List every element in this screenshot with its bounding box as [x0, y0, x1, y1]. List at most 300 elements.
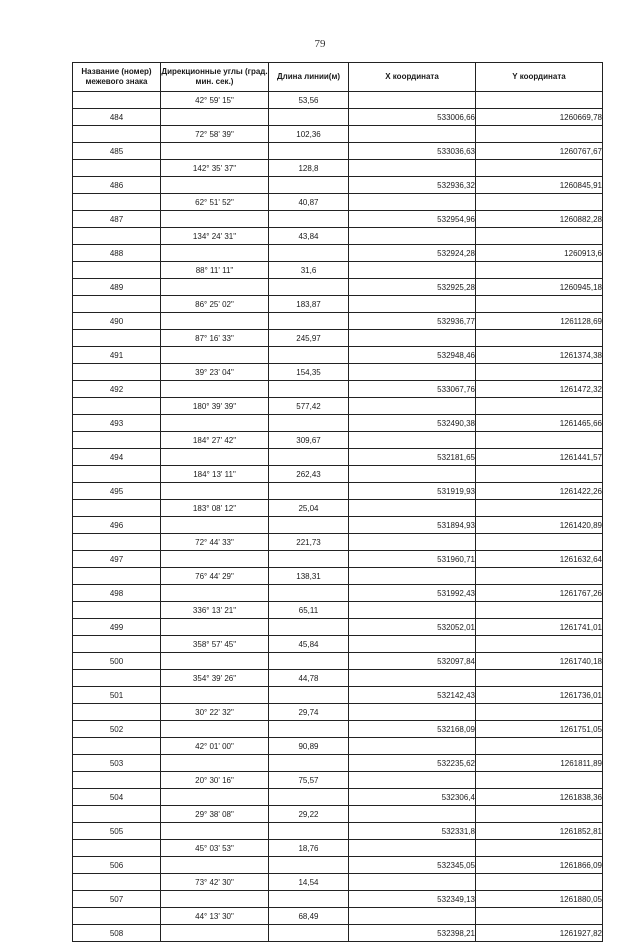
mark-name-cell: 492: [73, 381, 161, 398]
line-length-cell: 90,89: [269, 738, 349, 755]
table-row: [73, 245, 603, 262]
mark-name-cell: 505: [73, 823, 161, 840]
y-coordinate-cell: 1261838,36: [476, 789, 603, 806]
y-coordinate-cell: [476, 160, 603, 177]
y-coordinate-cell: 1261128,69: [476, 313, 603, 330]
direction-angle-cell: [161, 279, 269, 296]
mark-name-cell: 484: [73, 109, 161, 126]
mark-name-cell: [73, 874, 161, 891]
y-coordinate-cell: 1260882,28: [476, 211, 603, 228]
mark-name-cell: [73, 466, 161, 483]
x-coordinate-cell: [349, 432, 476, 449]
x-coordinate-cell: 532181,65: [349, 449, 476, 466]
x-coordinate-cell: 532345,05: [349, 857, 476, 874]
mark-name-cell: [73, 194, 161, 211]
mark-name-cell: 501: [73, 687, 161, 704]
x-coordinate-cell: 532097,84: [349, 653, 476, 670]
mark-name-cell: 499: [73, 619, 161, 636]
line-length-cell: 53,56: [269, 92, 349, 109]
x-coordinate-cell: 531919,93: [349, 483, 476, 500]
table-row: [73, 517, 603, 534]
line-length-cell: [269, 245, 349, 262]
line-length-cell: 40,87: [269, 194, 349, 211]
x-coordinate-cell: [349, 330, 476, 347]
line-length-cell: 75,57: [269, 772, 349, 789]
direction-angle-cell: [161, 143, 269, 160]
x-coordinate-cell: 531894,93: [349, 517, 476, 534]
mark-name-cell: [73, 840, 161, 857]
mark-name-cell: [73, 908, 161, 925]
x-coordinate-cell: [349, 534, 476, 551]
y-coordinate-cell: [476, 772, 603, 789]
y-coordinate-cell: [476, 602, 603, 619]
line-length-cell: [269, 721, 349, 738]
mark-name-cell: 487: [73, 211, 161, 228]
line-length-cell: 29,22: [269, 806, 349, 823]
mark-name-cell: [73, 296, 161, 313]
boundary-marks-table: [72, 62, 603, 942]
table-row: [73, 262, 603, 279]
direction-angle-cell: [161, 483, 269, 500]
line-length-cell: 44,78: [269, 670, 349, 687]
direction-angle-cell: 30° 22' 32": [161, 704, 269, 721]
table-row: [73, 857, 603, 874]
y-coordinate-cell: [476, 466, 603, 483]
mark-name-cell: [73, 704, 161, 721]
table-row: [73, 925, 603, 942]
direction-angle-cell: [161, 551, 269, 568]
x-coordinate-cell: 532954,96: [349, 211, 476, 228]
mark-name-cell: [73, 364, 161, 381]
table-row: [73, 347, 603, 364]
y-coordinate-cell: [476, 874, 603, 891]
direction-angle-cell: 336° 13' 21": [161, 602, 269, 619]
mark-name-cell: 498: [73, 585, 161, 602]
y-coordinate-cell: [476, 194, 603, 211]
mark-name-cell: 489: [73, 279, 161, 296]
line-length-cell: 31,6: [269, 262, 349, 279]
line-length-cell: [269, 449, 349, 466]
x-coordinate-cell: 532398,21: [349, 925, 476, 942]
direction-angle-cell: 29° 38' 08": [161, 806, 269, 823]
mark-name-cell: 490: [73, 313, 161, 330]
line-length-cell: [269, 109, 349, 126]
x-coordinate-cell: [349, 874, 476, 891]
mark-name-cell: [73, 806, 161, 823]
direction-angle-cell: [161, 517, 269, 534]
direction-angle-cell: 73° 42' 30": [161, 874, 269, 891]
x-coordinate-cell: 533067,76: [349, 381, 476, 398]
mark-name-cell: [73, 262, 161, 279]
x-coordinate-cell: 533006,66: [349, 109, 476, 126]
direction-angle-cell: [161, 653, 269, 670]
header-direction-angle: Дирекционные углы (град. мин. сек.): [161, 63, 269, 92]
x-coordinate-cell: 533036,63: [349, 143, 476, 160]
line-length-cell: 154,35: [269, 364, 349, 381]
mark-name-cell: 494: [73, 449, 161, 466]
direction-angle-cell: 87° 16' 33": [161, 330, 269, 347]
table-row: [73, 449, 603, 466]
line-length-cell: 309,67: [269, 432, 349, 449]
x-coordinate-cell: 532142,43: [349, 687, 476, 704]
direction-angle-cell: [161, 449, 269, 466]
x-coordinate-cell: 532936,32: [349, 177, 476, 194]
direction-angle-cell: [161, 823, 269, 840]
x-coordinate-cell: [349, 194, 476, 211]
x-coordinate-cell: 532052,01: [349, 619, 476, 636]
x-coordinate-cell: [349, 738, 476, 755]
x-coordinate-cell: [349, 92, 476, 109]
direction-angle-cell: 42° 01' 00": [161, 738, 269, 755]
x-coordinate-cell: [349, 772, 476, 789]
table-row: [73, 908, 603, 925]
table-row: [73, 755, 603, 772]
y-coordinate-cell: [476, 432, 603, 449]
x-coordinate-cell: 532235,62: [349, 755, 476, 772]
y-coordinate-cell: [476, 364, 603, 381]
direction-angle-cell: [161, 857, 269, 874]
y-coordinate-cell: 1260845,91: [476, 177, 603, 194]
direction-angle-cell: [161, 313, 269, 330]
mark-name-cell: [73, 534, 161, 551]
y-coordinate-cell: [476, 568, 603, 585]
line-length-cell: [269, 687, 349, 704]
table-row: [73, 670, 603, 687]
mark-name-cell: [73, 602, 161, 619]
direction-angle-cell: [161, 925, 269, 942]
direction-angle-cell: 180° 39' 39": [161, 398, 269, 415]
direction-angle-cell: [161, 415, 269, 432]
x-coordinate-cell: [349, 568, 476, 585]
x-coordinate-cell: 532948,46: [349, 347, 476, 364]
x-coordinate-cell: 531992,43: [349, 585, 476, 602]
mark-name-cell: 486: [73, 177, 161, 194]
y-coordinate-cell: 1261472,32: [476, 381, 603, 398]
x-coordinate-cell: 532490,38: [349, 415, 476, 432]
x-coordinate-cell: [349, 364, 476, 381]
line-length-cell: 128,8: [269, 160, 349, 177]
table-row: [73, 704, 603, 721]
table-row: [73, 840, 603, 857]
y-coordinate-cell: 1261420,89: [476, 517, 603, 534]
page-number: 79: [314, 38, 326, 50]
line-length-cell: 245,97: [269, 330, 349, 347]
direction-angle-cell: 42° 59' 15": [161, 92, 269, 109]
direction-angle-cell: 184° 13' 11": [161, 466, 269, 483]
table-row: [73, 279, 603, 296]
table-row: [73, 823, 603, 840]
x-coordinate-cell: [349, 704, 476, 721]
line-length-cell: 183,87: [269, 296, 349, 313]
direction-angle-cell: 72° 44' 33": [161, 534, 269, 551]
line-length-cell: [269, 823, 349, 840]
table-row: [73, 160, 603, 177]
direction-angle-cell: [161, 755, 269, 772]
direction-angle-cell: 76° 44' 29": [161, 568, 269, 585]
line-length-cell: [269, 619, 349, 636]
direction-angle-cell: [161, 109, 269, 126]
table-row: [73, 398, 603, 415]
direction-angle-cell: 45° 03' 53": [161, 840, 269, 857]
y-coordinate-cell: 1261441,57: [476, 449, 603, 466]
mark-name-cell: [73, 670, 161, 687]
y-coordinate-cell: [476, 840, 603, 857]
mark-name-cell: 504: [73, 789, 161, 806]
x-coordinate-cell: 532331,8: [349, 823, 476, 840]
direction-angle-cell: 88° 11' 11": [161, 262, 269, 279]
line-length-cell: [269, 925, 349, 942]
y-coordinate-cell: [476, 92, 603, 109]
direction-angle-cell: 44° 13' 30": [161, 908, 269, 925]
direction-angle-cell: 86° 25' 02": [161, 296, 269, 313]
table-row: [73, 772, 603, 789]
table-row: [73, 568, 603, 585]
line-length-cell: 102,36: [269, 126, 349, 143]
x-coordinate-cell: [349, 262, 476, 279]
y-coordinate-cell: [476, 126, 603, 143]
x-coordinate-cell: [349, 602, 476, 619]
y-coordinate-cell: 1260767,67: [476, 143, 603, 160]
mark-name-cell: 508: [73, 925, 161, 942]
direction-angle-cell: [161, 347, 269, 364]
line-length-cell: [269, 755, 349, 772]
mark-name-cell: [73, 228, 161, 245]
line-length-cell: 577,42: [269, 398, 349, 415]
table-row: [73, 806, 603, 823]
mark-name-cell: [73, 330, 161, 347]
table-row: [73, 721, 603, 738]
line-length-cell: [269, 789, 349, 806]
y-coordinate-cell: [476, 330, 603, 347]
line-length-cell: 29,74: [269, 704, 349, 721]
mark-name-cell: 507: [73, 891, 161, 908]
x-coordinate-cell: [349, 840, 476, 857]
mark-name-cell: [73, 500, 161, 517]
header-line-length: Длина линии(м): [269, 63, 349, 92]
direction-angle-cell: 72° 58' 39": [161, 126, 269, 143]
mark-name-cell: [73, 568, 161, 585]
mark-name-cell: 506: [73, 857, 161, 874]
y-coordinate-cell: [476, 738, 603, 755]
table-row: [73, 432, 603, 449]
table-row: [73, 602, 603, 619]
table-row: [73, 585, 603, 602]
direction-angle-cell: 142° 35' 37": [161, 160, 269, 177]
table-row: [73, 687, 603, 704]
table-row: [73, 228, 603, 245]
table-row: [73, 126, 603, 143]
x-coordinate-cell: [349, 636, 476, 653]
line-length-cell: [269, 517, 349, 534]
table-row: [73, 109, 603, 126]
mark-name-cell: 491: [73, 347, 161, 364]
table-row: [73, 194, 603, 211]
x-coordinate-cell: 532924,28: [349, 245, 476, 262]
y-coordinate-cell: [476, 704, 603, 721]
direction-angle-cell: 134° 24' 31": [161, 228, 269, 245]
table-row: [73, 211, 603, 228]
y-coordinate-cell: [476, 500, 603, 517]
table-row: [73, 415, 603, 432]
x-coordinate-cell: [349, 228, 476, 245]
header-x-coordinate: X координата: [349, 63, 476, 92]
header-y-coordinate: Y координата: [476, 63, 603, 92]
mark-name-cell: [73, 126, 161, 143]
mark-name-cell: 503: [73, 755, 161, 772]
direction-angle-cell: [161, 211, 269, 228]
y-coordinate-cell: 1260669,78: [476, 109, 603, 126]
mark-name-cell: 493: [73, 415, 161, 432]
line-length-cell: 18,76: [269, 840, 349, 857]
y-coordinate-cell: 1261374,38: [476, 347, 603, 364]
y-coordinate-cell: 1261866,09: [476, 857, 603, 874]
line-length-cell: [269, 211, 349, 228]
table-row: [73, 874, 603, 891]
y-coordinate-cell: 1260913,6: [476, 245, 603, 262]
line-length-cell: 221,73: [269, 534, 349, 551]
y-coordinate-cell: 1261740,18: [476, 653, 603, 670]
line-length-cell: [269, 483, 349, 500]
line-length-cell: [269, 551, 349, 568]
mark-name-cell: [73, 772, 161, 789]
y-coordinate-cell: [476, 806, 603, 823]
y-coordinate-cell: [476, 228, 603, 245]
y-coordinate-cell: [476, 636, 603, 653]
mark-name-cell: 496: [73, 517, 161, 534]
mark-name-cell: [73, 636, 161, 653]
table-row: [73, 92, 603, 109]
y-coordinate-cell: 1261741,01: [476, 619, 603, 636]
direction-angle-cell: 358° 57' 45": [161, 636, 269, 653]
y-coordinate-cell: [476, 534, 603, 551]
direction-angle-cell: [161, 619, 269, 636]
line-length-cell: [269, 279, 349, 296]
y-coordinate-cell: 1261632,64: [476, 551, 603, 568]
x-coordinate-cell: [349, 160, 476, 177]
direction-angle-cell: [161, 585, 269, 602]
table-row: [73, 364, 603, 381]
table-row: [73, 143, 603, 160]
mark-name-cell: [73, 160, 161, 177]
table-row: [73, 483, 603, 500]
table-row: [73, 381, 603, 398]
table-row: [73, 738, 603, 755]
table-row: [73, 500, 603, 517]
y-coordinate-cell: 1261736,01: [476, 687, 603, 704]
mark-name-cell: 495: [73, 483, 161, 500]
x-coordinate-cell: 532349,13: [349, 891, 476, 908]
line-length-cell: [269, 177, 349, 194]
mark-name-cell: [73, 738, 161, 755]
table-row: [73, 551, 603, 568]
x-coordinate-cell: 532936,77: [349, 313, 476, 330]
header-mark-name: Название (номер) межевого знака: [73, 63, 161, 92]
table-row: [73, 653, 603, 670]
mark-name-cell: 500: [73, 653, 161, 670]
x-coordinate-cell: 532168,09: [349, 721, 476, 738]
line-length-cell: 43,84: [269, 228, 349, 245]
line-length-cell: [269, 381, 349, 398]
table-row: [73, 636, 603, 653]
y-coordinate-cell: 1261767,26: [476, 585, 603, 602]
direction-angle-cell: [161, 245, 269, 262]
line-length-cell: [269, 347, 349, 364]
direction-angle-cell: 184° 27' 42": [161, 432, 269, 449]
y-coordinate-cell: [476, 398, 603, 415]
y-coordinate-cell: 1260945,18: [476, 279, 603, 296]
x-coordinate-cell: [349, 670, 476, 687]
table-row: [73, 789, 603, 806]
x-coordinate-cell: [349, 500, 476, 517]
y-coordinate-cell: [476, 670, 603, 687]
table-row: [73, 313, 603, 330]
direction-angle-cell: [161, 687, 269, 704]
direction-angle-cell: [161, 721, 269, 738]
y-coordinate-cell: 1261751,05: [476, 721, 603, 738]
mark-name-cell: 485: [73, 143, 161, 160]
y-coordinate-cell: [476, 908, 603, 925]
x-coordinate-cell: [349, 466, 476, 483]
line-length-cell: 68,49: [269, 908, 349, 925]
mark-name-cell: 497: [73, 551, 161, 568]
line-length-cell: [269, 313, 349, 330]
x-coordinate-cell: [349, 126, 476, 143]
table-row: [73, 330, 603, 347]
y-coordinate-cell: 1261465,66: [476, 415, 603, 432]
mark-name-cell: 502: [73, 721, 161, 738]
direction-angle-cell: [161, 789, 269, 806]
mark-name-cell: [73, 398, 161, 415]
direction-angle-cell: 183° 08' 12": [161, 500, 269, 517]
x-coordinate-cell: [349, 806, 476, 823]
x-coordinate-cell: [349, 908, 476, 925]
line-length-cell: [269, 653, 349, 670]
line-length-cell: 65,11: [269, 602, 349, 619]
x-coordinate-cell: 531960,71: [349, 551, 476, 568]
line-length-cell: 262,43: [269, 466, 349, 483]
x-coordinate-cell: [349, 296, 476, 313]
table-row: [73, 619, 603, 636]
x-coordinate-cell: 532925,28: [349, 279, 476, 296]
line-length-cell: [269, 143, 349, 160]
line-length-cell: [269, 415, 349, 432]
y-coordinate-cell: 1261422,26: [476, 483, 603, 500]
direction-angle-cell: [161, 177, 269, 194]
direction-angle-cell: 20° 30' 16": [161, 772, 269, 789]
y-coordinate-cell: 1261852,81: [476, 823, 603, 840]
mark-name-cell: [73, 432, 161, 449]
x-coordinate-cell: [349, 398, 476, 415]
table-row: [73, 296, 603, 313]
direction-angle-cell: 39° 23' 04": [161, 364, 269, 381]
x-coordinate-cell: 532306,4: [349, 789, 476, 806]
line-length-cell: 14,54: [269, 874, 349, 891]
y-coordinate-cell: 1261880,05: [476, 891, 603, 908]
line-length-cell: [269, 857, 349, 874]
table-row: [73, 534, 603, 551]
mark-name-cell: [73, 92, 161, 109]
line-length-cell: [269, 585, 349, 602]
mark-name-cell: 488: [73, 245, 161, 262]
y-coordinate-cell: 1261927,82: [476, 925, 603, 942]
table-row: [73, 466, 603, 483]
y-coordinate-cell: [476, 262, 603, 279]
line-length-cell: 45,84: [269, 636, 349, 653]
direction-angle-cell: [161, 381, 269, 398]
table-row: [73, 177, 603, 194]
y-coordinate-cell: [476, 296, 603, 313]
direction-angle-cell: 62° 51' 52": [161, 194, 269, 211]
